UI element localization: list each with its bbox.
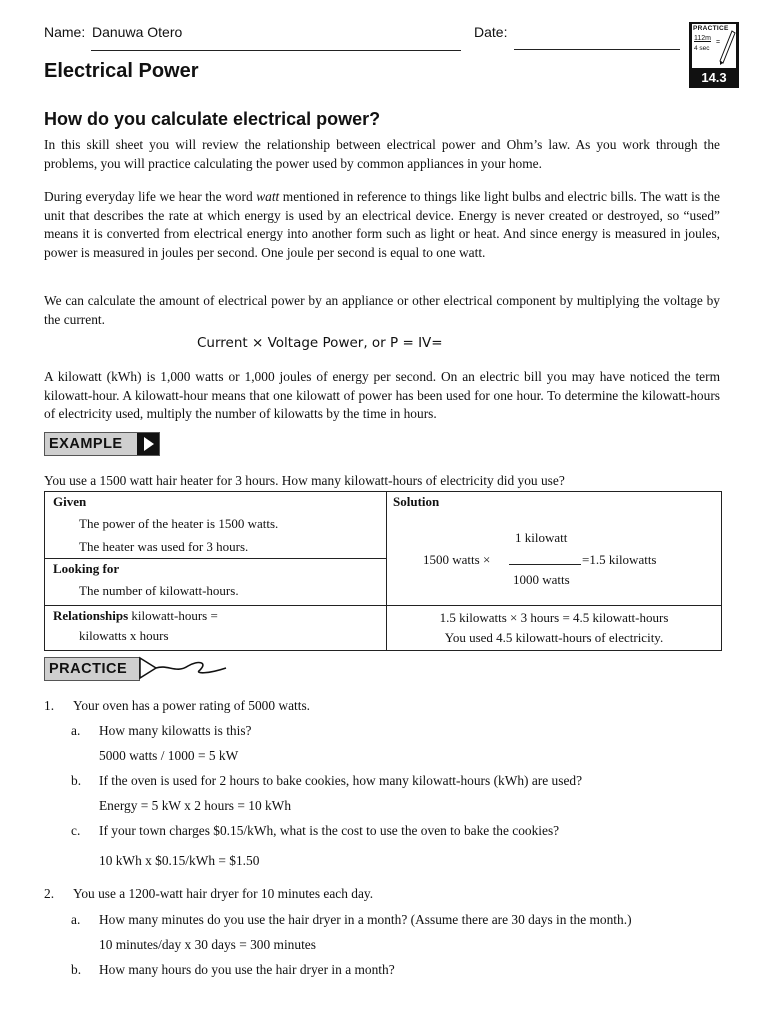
- date-field[interactable]: [514, 49, 680, 50]
- q2a-answer[interactable]: 10 minutes/day x 30 days = 300 minutes: [99, 937, 316, 952]
- q2-text: You use a 1200-watt hair dryer for 10 minutes each day.: [73, 886, 374, 901]
- relationships-text: kilowatt-hours =: [131, 608, 218, 623]
- practice-label-box: [44, 657, 140, 681]
- looking-for-header: Looking for: [53, 561, 120, 576]
- badge-line2: 4 sec: [694, 45, 710, 52]
- fraction-bar: [509, 564, 581, 565]
- relationships-line-2: kilowatts x hours: [79, 628, 169, 643]
- given-header: Given: [53, 494, 87, 509]
- q1b-text: If the oven is used for 2 hours to bake cookies, how many kilowatt-hours (kWh) are used?: [99, 773, 583, 788]
- example-label-box: [44, 432, 160, 456]
- example-table: [44, 491, 722, 651]
- badge-line1: 112m: [694, 35, 711, 42]
- q2b-text: How many hours do you use the hair dryer in a month?: [99, 962, 395, 977]
- solution-header: Solution: [393, 494, 440, 509]
- pencil-icon: [718, 30, 736, 66]
- given-cell: [45, 492, 387, 559]
- relationships-header: Relationships: [53, 608, 129, 623]
- q1c-letter: c.: [71, 823, 81, 838]
- given-line-2: The heater was used for 3 hours.: [79, 539, 249, 554]
- fraction-right: =1.5 kilowatts: [582, 552, 657, 567]
- fraction-left: 1500 watts ×: [423, 552, 491, 567]
- name-underline: [91, 50, 461, 51]
- q1c-answer[interactable]: 10 kWh x $0.15/kWh = $1.50: [99, 853, 260, 868]
- fraction-numerator: 1 kilowatt: [515, 530, 568, 545]
- practice-label: PRACTICE: [49, 661, 128, 677]
- relationships-cell: [45, 606, 387, 651]
- given-line-1: The power of the heater is 1500 watts.: [79, 516, 279, 531]
- date-label: Date:: [474, 24, 508, 40]
- q2b-letter: b.: [71, 962, 82, 977]
- badge-eq: =: [716, 39, 721, 46]
- solution-bottom-cell: [387, 606, 722, 651]
- badge-number: 14.3: [701, 70, 727, 85]
- q2-number: 2.: [44, 886, 55, 901]
- q2a-text: How many minutes do you use the hair dryer in a month? (Assume there are 30 days in the month.): [99, 912, 632, 927]
- watt-emphasis: watt: [256, 189, 280, 204]
- solution-top-cell: [387, 492, 722, 606]
- example-label: EXAMPLE: [49, 436, 123, 452]
- play-arrow-icon: [137, 433, 159, 455]
- solution-line-2: You used 4.5 kilowatt-hours of electricity.: [444, 630, 664, 645]
- practice-badge-logo: [689, 22, 739, 88]
- q1a-answer[interactable]: 5000 watts / 1000 = 5 kW: [99, 748, 239, 763]
- q1b-letter: b.: [71, 773, 82, 788]
- kilowatt-paragraph: A kilowatt (kWh) is 1,000 watts or 1,000 joules of energy per second. On an electric bill you may have noticed the term kilowatt-hour. A kilowatt-hour means that one kilowatt of power has been used for one hour. To determine the kilowatt-hours of electricity used, multiply the number of kilowatts by the time in hours.: [44, 369, 720, 422]
- looking-for-line: The number of kilowatt-hours.: [79, 583, 239, 598]
- relationships-line-1: [53, 608, 218, 624]
- pencil-scribble-icon: [138, 654, 230, 684]
- q1-number: 1.: [44, 698, 55, 713]
- q2a-letter: a.: [71, 912, 81, 927]
- page-title: Electrical Power: [44, 60, 199, 82]
- q1a-letter: a.: [71, 723, 81, 738]
- name-label: Name:: [44, 24, 86, 40]
- name-value[interactable]: Danuwa Otero: [92, 24, 183, 40]
- watt-paragraph-rest: mentioned in reference to things like light bulbs and electric bills. The watt is the unit that describes the rate at which energy is used by an electrical device. Energy is never created or destroyed, so “used” means it is converted from electrical energy into another form such as light or heat. And since energy is measured in joules, power is measured in joules per second. One joule per second is equal to one watt.: [44, 189, 720, 260]
- looking-for-cell: [45, 559, 387, 606]
- solution-line-1: 1.5 kilowatts × 3 hours = 4.5 kilowatt-hours: [439, 610, 669, 625]
- q1-text: Your oven has a power rating of 5000 watts.: [73, 698, 311, 713]
- section-heading: How do you calculate electrical power?: [44, 109, 381, 129]
- fraction-denominator: 1000 watts: [513, 572, 570, 587]
- watt-paragraph-start: During everyday life we hear the word: [44, 189, 257, 204]
- example-question: You use a 1500 watt hair heater for 3 hours. How many kilowatt-hours of electricity did you use?: [44, 473, 565, 488]
- intro-paragraph: In this skill sheet you will review the relationship between electrical power and Ohm’s law. As you work through the problems, you will practice calculating the power used by common appliances in your home.: [44, 137, 720, 171]
- watt-paragraph: [44, 188, 720, 262]
- q1b-answer[interactable]: Energy = 5 kW x 2 hours = 10 kWh: [99, 798, 292, 813]
- power-formula: Current × Voltage Power, or P = IV=: [197, 335, 443, 351]
- q1c-text: If your town charges $0.15/kWh, what is the cost to use the oven to bake the cookies?: [99, 823, 560, 838]
- badge-word: PRACTICE: [693, 25, 729, 32]
- power-paragraph: We can calculate the amount of electrical power by an appliance or other electrical component by multiplying the voltage by the current.: [44, 293, 720, 327]
- q1a-text: How many kilowatts is this?: [99, 723, 252, 738]
